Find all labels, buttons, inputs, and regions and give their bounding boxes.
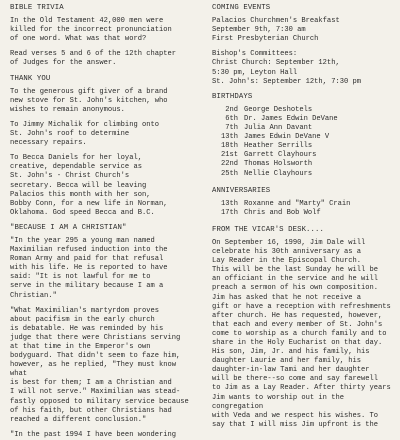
list-item xyxy=(212,142,398,151)
churchmen-breakfast-event: Palacios Churchmen's Breakfast September 9th, 7:30 am First Presbyterian Church xyxy=(212,17,340,44)
birthday-day: 6th xyxy=(225,114,238,123)
list-item xyxy=(212,200,398,209)
birthday-name: Garrett Clayhours xyxy=(244,151,317,160)
thank-you-paragraph-3: To Becca Daniels for her loyal, creative, dependable service as St. John's - Christ Church's secretary. Becca will be leaving Palacios this month with her son, Bobby Conn, for a new life in Norman, Oklahoma. God speed Becca and B.C. xyxy=(10,154,168,217)
list-item xyxy=(212,106,398,115)
bible-trivia-question: In the Old Testament 42,000 men were killed for the incorrect pronunciation of one word. What was that word? xyxy=(10,17,172,44)
list-item xyxy=(212,160,398,169)
list-item xyxy=(212,151,398,160)
left-column xyxy=(10,4,194,439)
bible-trivia-heading: BIBLE TRIVIA xyxy=(10,4,64,12)
birthday-day: 13th xyxy=(220,133,238,142)
birthday-name: Heather Serrills xyxy=(244,142,313,151)
birthday-day: 2nd xyxy=(225,105,238,114)
anniversary-name: Roxanne and "Marty" Crain xyxy=(244,199,351,208)
list-item xyxy=(212,170,398,179)
anniversary-day: 13th xyxy=(220,199,238,208)
birthday-day: 25th xyxy=(220,169,238,178)
vicar-desk-heading: FROM THE VICAR'S DESK.... xyxy=(212,225,324,234)
birthday-day: 21st xyxy=(220,151,238,160)
birthday-name: Nellie Clayhours xyxy=(244,169,313,178)
birthday-name: Thomas Holsworth xyxy=(244,160,313,169)
thank-you-paragraph-1: To the generous gift giver of a brand new stove for St. John's kitchen, who wishes to remain anonymous. xyxy=(10,87,168,114)
bible-trivia-hint: Read verses 5 and 6 of the 12th chapter of Judges for the answer. xyxy=(10,50,177,68)
anniversary-name: Chris and Bob Wolf xyxy=(244,208,321,217)
right-column xyxy=(212,4,398,429)
anniversaries-list xyxy=(212,200,398,218)
birthday-day: 18th xyxy=(220,142,238,151)
list-item xyxy=(212,115,398,124)
birthday-name: George Deshotels xyxy=(244,105,313,114)
birthday-name: Julia Ann Davant xyxy=(244,124,313,133)
christian-paragraph-2: "What Maximilian's martyrdom proves about pacifism in the early church is debatable. He was reminded by his judge that there were Christians serving at that time in the Emperor's own bodyguard. That didn't seem to faze him, however, as he replied, "They must know what is best for them; I am a Christian and I will not serve." Maximilian was stead- fastly opposed to military service because of his faith, but other Christians had reached a different conclusion." xyxy=(10,306,189,424)
birthdays-list xyxy=(212,106,398,179)
anniversary-day: 17th xyxy=(220,208,238,217)
coming-events-heading: COMING EVENTS xyxy=(212,4,271,12)
birthday-name: James Edwin DeVane V xyxy=(244,133,330,142)
list-item xyxy=(212,133,398,142)
birthday-day: 22nd xyxy=(220,160,238,169)
birthday-name: Dr. James Edwin DeVane xyxy=(244,114,338,123)
anniversaries-heading: ANNIVERSARIES xyxy=(212,186,271,195)
list-item xyxy=(212,209,398,218)
thank-you-heading: THANK YOU xyxy=(10,74,51,83)
christian-heading: "BECAUSE I AM A CHRISTIAN" xyxy=(10,223,127,232)
thank-you-paragraph-2: To Jimmy Michalik for climbing onto St. John's roof to determine necessary repairs. xyxy=(10,120,159,148)
vicar-desk-paragraph: On September 16, 1990, Jim Dale will celebrate his 30th anniversary as a Lay Reader in the Episcopal Church. This will be the last Sunday he will be an officiant in the service and he will preach a sermon of his own composition. Jim has asked that he not receive a gift or have a reception with refreshments after church. He has requested, however, that each and every member of St. John's come to worship as a church family and to share in the Holy Eucharist on that day. His son, Jim, Jr. and his family, his daughter Laurie and her family, his daughter-in-law Tami and her daughter will be there--so come and say farewell to Jim as a Lay Reader. After thirty years Jim wants to worship out in the congregation with Veda and we respect his wishes. To say that I will miss Jim upfront is the xyxy=(212,238,391,429)
christian-paragraph-1: "In the year 295 a young man named Maximilian refused induction into the Roman Army and paid for that refusal with his life. He is reported to have said: "It is not lawful for me to serve in the military because I am a Christian." xyxy=(10,236,168,300)
christian-paragraph-3: "In the past 1994 I have been wondering xyxy=(10,430,177,439)
birthdays-heading: BIRTHDAYS xyxy=(212,92,253,101)
bishops-committees-event: Bishop's Committees: Christ Church: September 12th, 5:30 pm, Leyton Hall St. John's: September 12th, 7:30 pm xyxy=(212,50,361,86)
birthday-day: 7th xyxy=(225,124,238,133)
list-item xyxy=(212,124,398,133)
